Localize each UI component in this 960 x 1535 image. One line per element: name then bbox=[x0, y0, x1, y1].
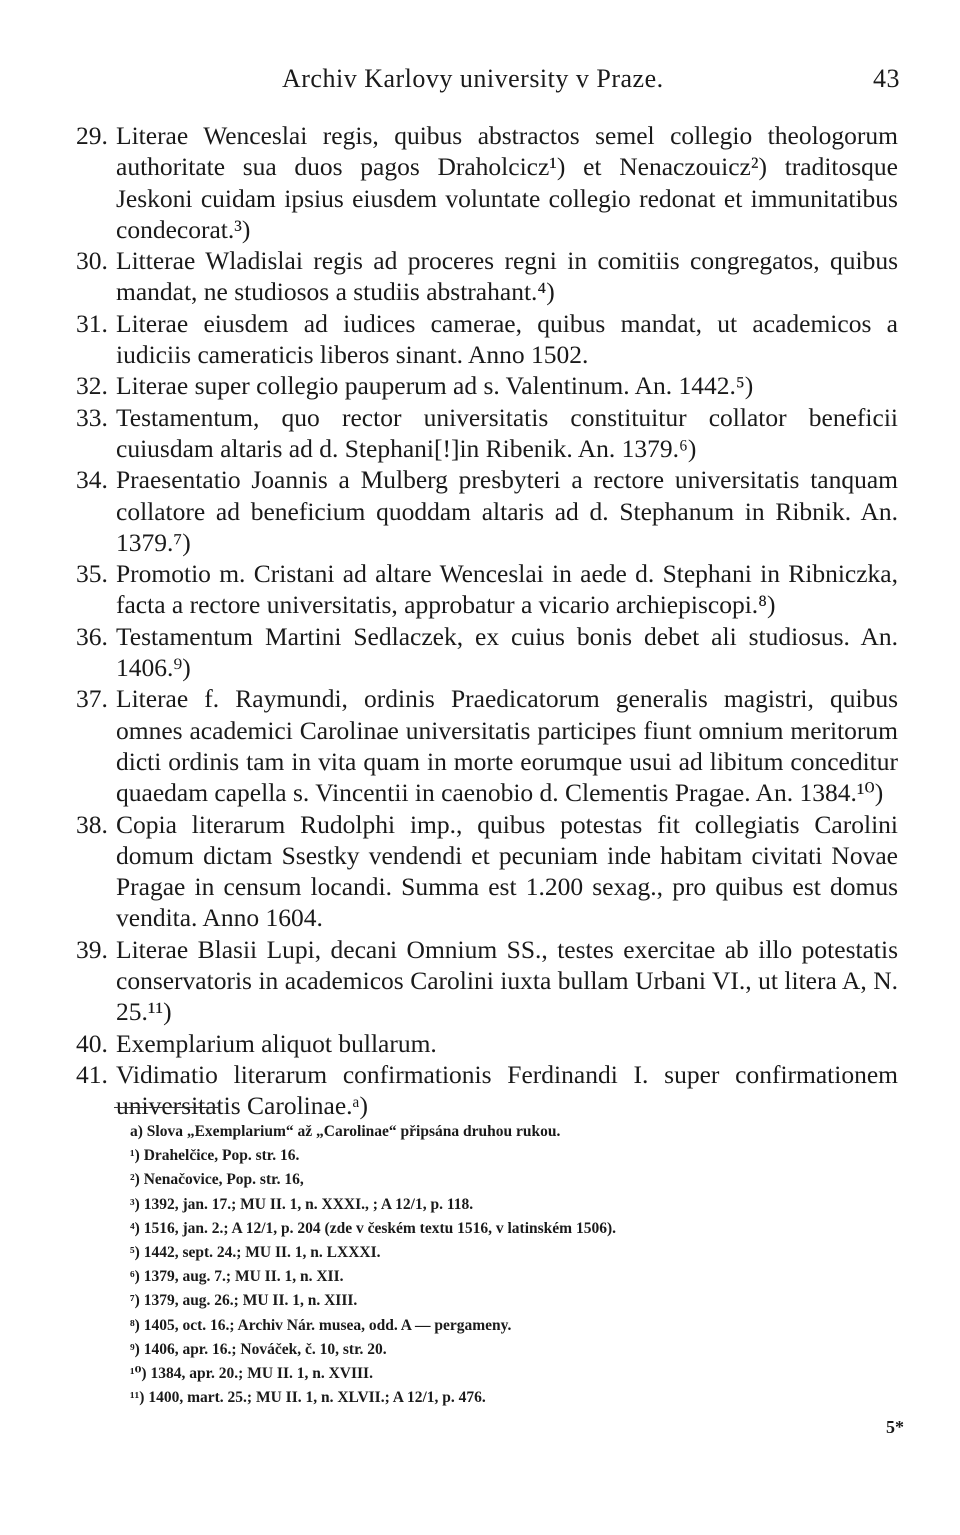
footnote bbox=[130, 1168, 890, 1192]
footnote bbox=[130, 1338, 890, 1362]
footnote-mark: ⁷) bbox=[130, 1292, 140, 1310]
footnote-text: 1400, mart. 25.; MU II. 1, n. XLVII.; A 12/1, p. 476. bbox=[148, 1389, 486, 1407]
footnote bbox=[130, 1386, 890, 1410]
footnote bbox=[130, 1265, 890, 1289]
entry-number: 35. bbox=[76, 559, 108, 589]
entry-36 bbox=[76, 621, 898, 684]
footnote-mark: ²) bbox=[130, 1171, 140, 1189]
entry-text: Vidimatio literarum confirmationis Ferdinandi I. super confirmationem universitatis Carolinae.ᵃ) bbox=[116, 1059, 898, 1121]
footnote-list bbox=[130, 1120, 890, 1410]
footnote-mark: ⁵) bbox=[130, 1244, 140, 1262]
entry-list bbox=[76, 120, 898, 1122]
entry-text: Literae eiusdem ad iudices camerae, quibus mandat, ut academicos a iudiciis cameraticis liberos sinant. Anno 1502. bbox=[116, 308, 898, 370]
entry-32 bbox=[76, 370, 898, 401]
footnote-mark: ⁹) bbox=[130, 1340, 140, 1358]
entry-31 bbox=[76, 308, 898, 371]
entry-40 bbox=[76, 1028, 898, 1059]
footnote-mark: ⁶) bbox=[130, 1268, 140, 1286]
footnote bbox=[130, 1362, 890, 1386]
footnote-text: 1405, oct. 16.; Archiv Nár. musea, odd. A — pergameny. bbox=[143, 1316, 512, 1334]
entry-number: 38. bbox=[76, 809, 108, 839]
footnote-text: 1516, jan. 2.; A 12/1, p. 204 (zde v českém textu 1516, v latinském 1506). bbox=[143, 1219, 616, 1237]
footnote-text: 1442, sept. 24.; MU II. 1, n. LXXXI. bbox=[143, 1244, 381, 1262]
footnote bbox=[130, 1144, 890, 1168]
entry-text: Literae f. Raymundi, ordinis Praedicatorum generalis magistri, quibus omnes academici Carolinae universitatis participes fiunt omnium meritorum dicti ordinis tam in vita quam in morte eorumque usui ad libitum conceditur quaedam capella s. Vincentii in caenobio d. Clementis Pragae. An. 1384.¹⁰) bbox=[116, 684, 898, 808]
entry-34 bbox=[76, 464, 898, 558]
entry-number: 41. bbox=[76, 1059, 108, 1089]
footnote-text: 1384, apr. 20.; MU II. 1, n. XVIII. bbox=[150, 1365, 373, 1383]
footnote-text: Nenačovice, Pop. str. 16, bbox=[143, 1171, 304, 1189]
entry-text: Literae Wenceslai regis, quibus abstractos semel collegio theologorum authoritate sua duos pagos Draholcicz¹) et Nenaczouicz²) traditosque Jeskoni cuidam ipsius eiusdem voluntate collegio redonat et immunitatibus condecorat.³) bbox=[116, 121, 898, 244]
footnote bbox=[130, 1120, 890, 1144]
entry-30 bbox=[76, 245, 898, 308]
entry-41 bbox=[76, 1059, 898, 1122]
entry-number: 36. bbox=[76, 621, 108, 651]
entry-text: Testamentum Martini Sedlaczek, ex cuius bonis debet ali studiosus. An. 1406.⁹) bbox=[116, 621, 898, 683]
entry-number: 31. bbox=[76, 308, 108, 338]
header-title: Archiv Karlovy university v Praze. bbox=[282, 64, 664, 93]
footnote-text: 1406, apr. 16.; Nováček, č. 10, str. 20. bbox=[143, 1340, 387, 1358]
entry-number: 33. bbox=[76, 402, 108, 432]
entry-text: Praesentatio Joannis a Mulberg presbyteri a rectore universitatis tanquam collatore ad beneficium quoddam altaris ad d. Stephanum in Ribnik. An. 1379.⁷) bbox=[116, 465, 898, 557]
entry-39 bbox=[76, 934, 898, 1028]
entry-text: Litterae Wladislai regis ad proceres regni in comitiis congregatos, quibus mandat, ne studiosos a studiis abstrahant.⁴) bbox=[116, 246, 898, 307]
signature-mark: 5* bbox=[886, 1417, 904, 1437]
footnote-mark: a) bbox=[130, 1123, 143, 1140]
page-number: 43 bbox=[873, 64, 900, 93]
footnote-mark: ¹) bbox=[130, 1147, 140, 1165]
entry-38 bbox=[76, 809, 898, 934]
footnote-divider bbox=[114, 1107, 218, 1108]
entry-number: 32. bbox=[76, 371, 108, 401]
entry-33 bbox=[76, 402, 898, 465]
entry-35 bbox=[76, 558, 898, 621]
entry-number: 30. bbox=[76, 246, 108, 276]
entry-number: 37. bbox=[76, 684, 108, 714]
footnote-mark: ⁸) bbox=[130, 1316, 140, 1334]
footnote bbox=[130, 1217, 890, 1241]
footnote bbox=[130, 1289, 890, 1313]
entry-text: Exemplarium aliquot bullarum. bbox=[116, 1028, 437, 1058]
footnote-mark: ¹¹) bbox=[130, 1389, 145, 1407]
entry-37 bbox=[76, 683, 898, 808]
footnote-text: 1392, jan. 17.; MU II. 1, n. XXXI., ; A 12/1, p. 118. bbox=[143, 1195, 474, 1213]
footnote bbox=[130, 1241, 890, 1265]
running-header bbox=[270, 60, 900, 100]
entry-text: Testamentum, quo rector universitatis constituitur collator beneficii cuiusdam altaris ad d. Stephani[!]in Ribenik. An. 1379.⁶) bbox=[116, 402, 898, 463]
entry-number: 40. bbox=[76, 1028, 108, 1058]
footnote-text: Slova „Exemplarium“ až „Carolinae“ připsána druhou rukou. bbox=[146, 1123, 561, 1140]
footnote-text: Drahelčice, Pop. str. 16. bbox=[143, 1147, 300, 1165]
footnote-mark: ³) bbox=[130, 1195, 140, 1213]
footnote-text: 1379, aug. 26.; MU II. 1, n. XIII. bbox=[143, 1292, 358, 1310]
entry-number: 34. bbox=[76, 465, 108, 495]
entry-text: Literae super collegio pauperum ad s. Valentinum. An. 1442.⁵) bbox=[116, 371, 754, 401]
footnote bbox=[130, 1193, 890, 1217]
entry-29 bbox=[76, 120, 898, 245]
footnote-mark: ¹⁰) bbox=[130, 1365, 147, 1383]
entry-text: Literae Blasii Lupi, decani Omnium SS., testes exercitae ab illo potestatis conservatoris in academicos Carolini iuxta bullam Urbani VI., ut litera A, N. 25.¹¹) bbox=[116, 934, 898, 1027]
entry-text: Promotio m. Cristani ad altare Wenceslai in aede d. Stephani in Ribniczka, facta a rectore universitatis, approbatur a vicario archiepiscopi.⁸) bbox=[116, 559, 898, 620]
footnote-text: 1379, aug. 7.; MU II. 1, n. XII. bbox=[143, 1268, 344, 1286]
entry-number: 29. bbox=[76, 121, 108, 150]
entry-text: Copia literarum Rudolphi imp., quibus potestas fit collegiatis Carolini domum dictam Ssestky vendendi et pecuniam inde habitam civitati Novae Pragae in censum locandi. Summa est 1.200 sexag., pro quibus est domus vendita. Anno 1604. bbox=[116, 809, 898, 933]
footnote bbox=[130, 1314, 890, 1338]
footnote-mark: ⁴) bbox=[130, 1219, 140, 1237]
entry-number: 39. bbox=[76, 934, 108, 964]
